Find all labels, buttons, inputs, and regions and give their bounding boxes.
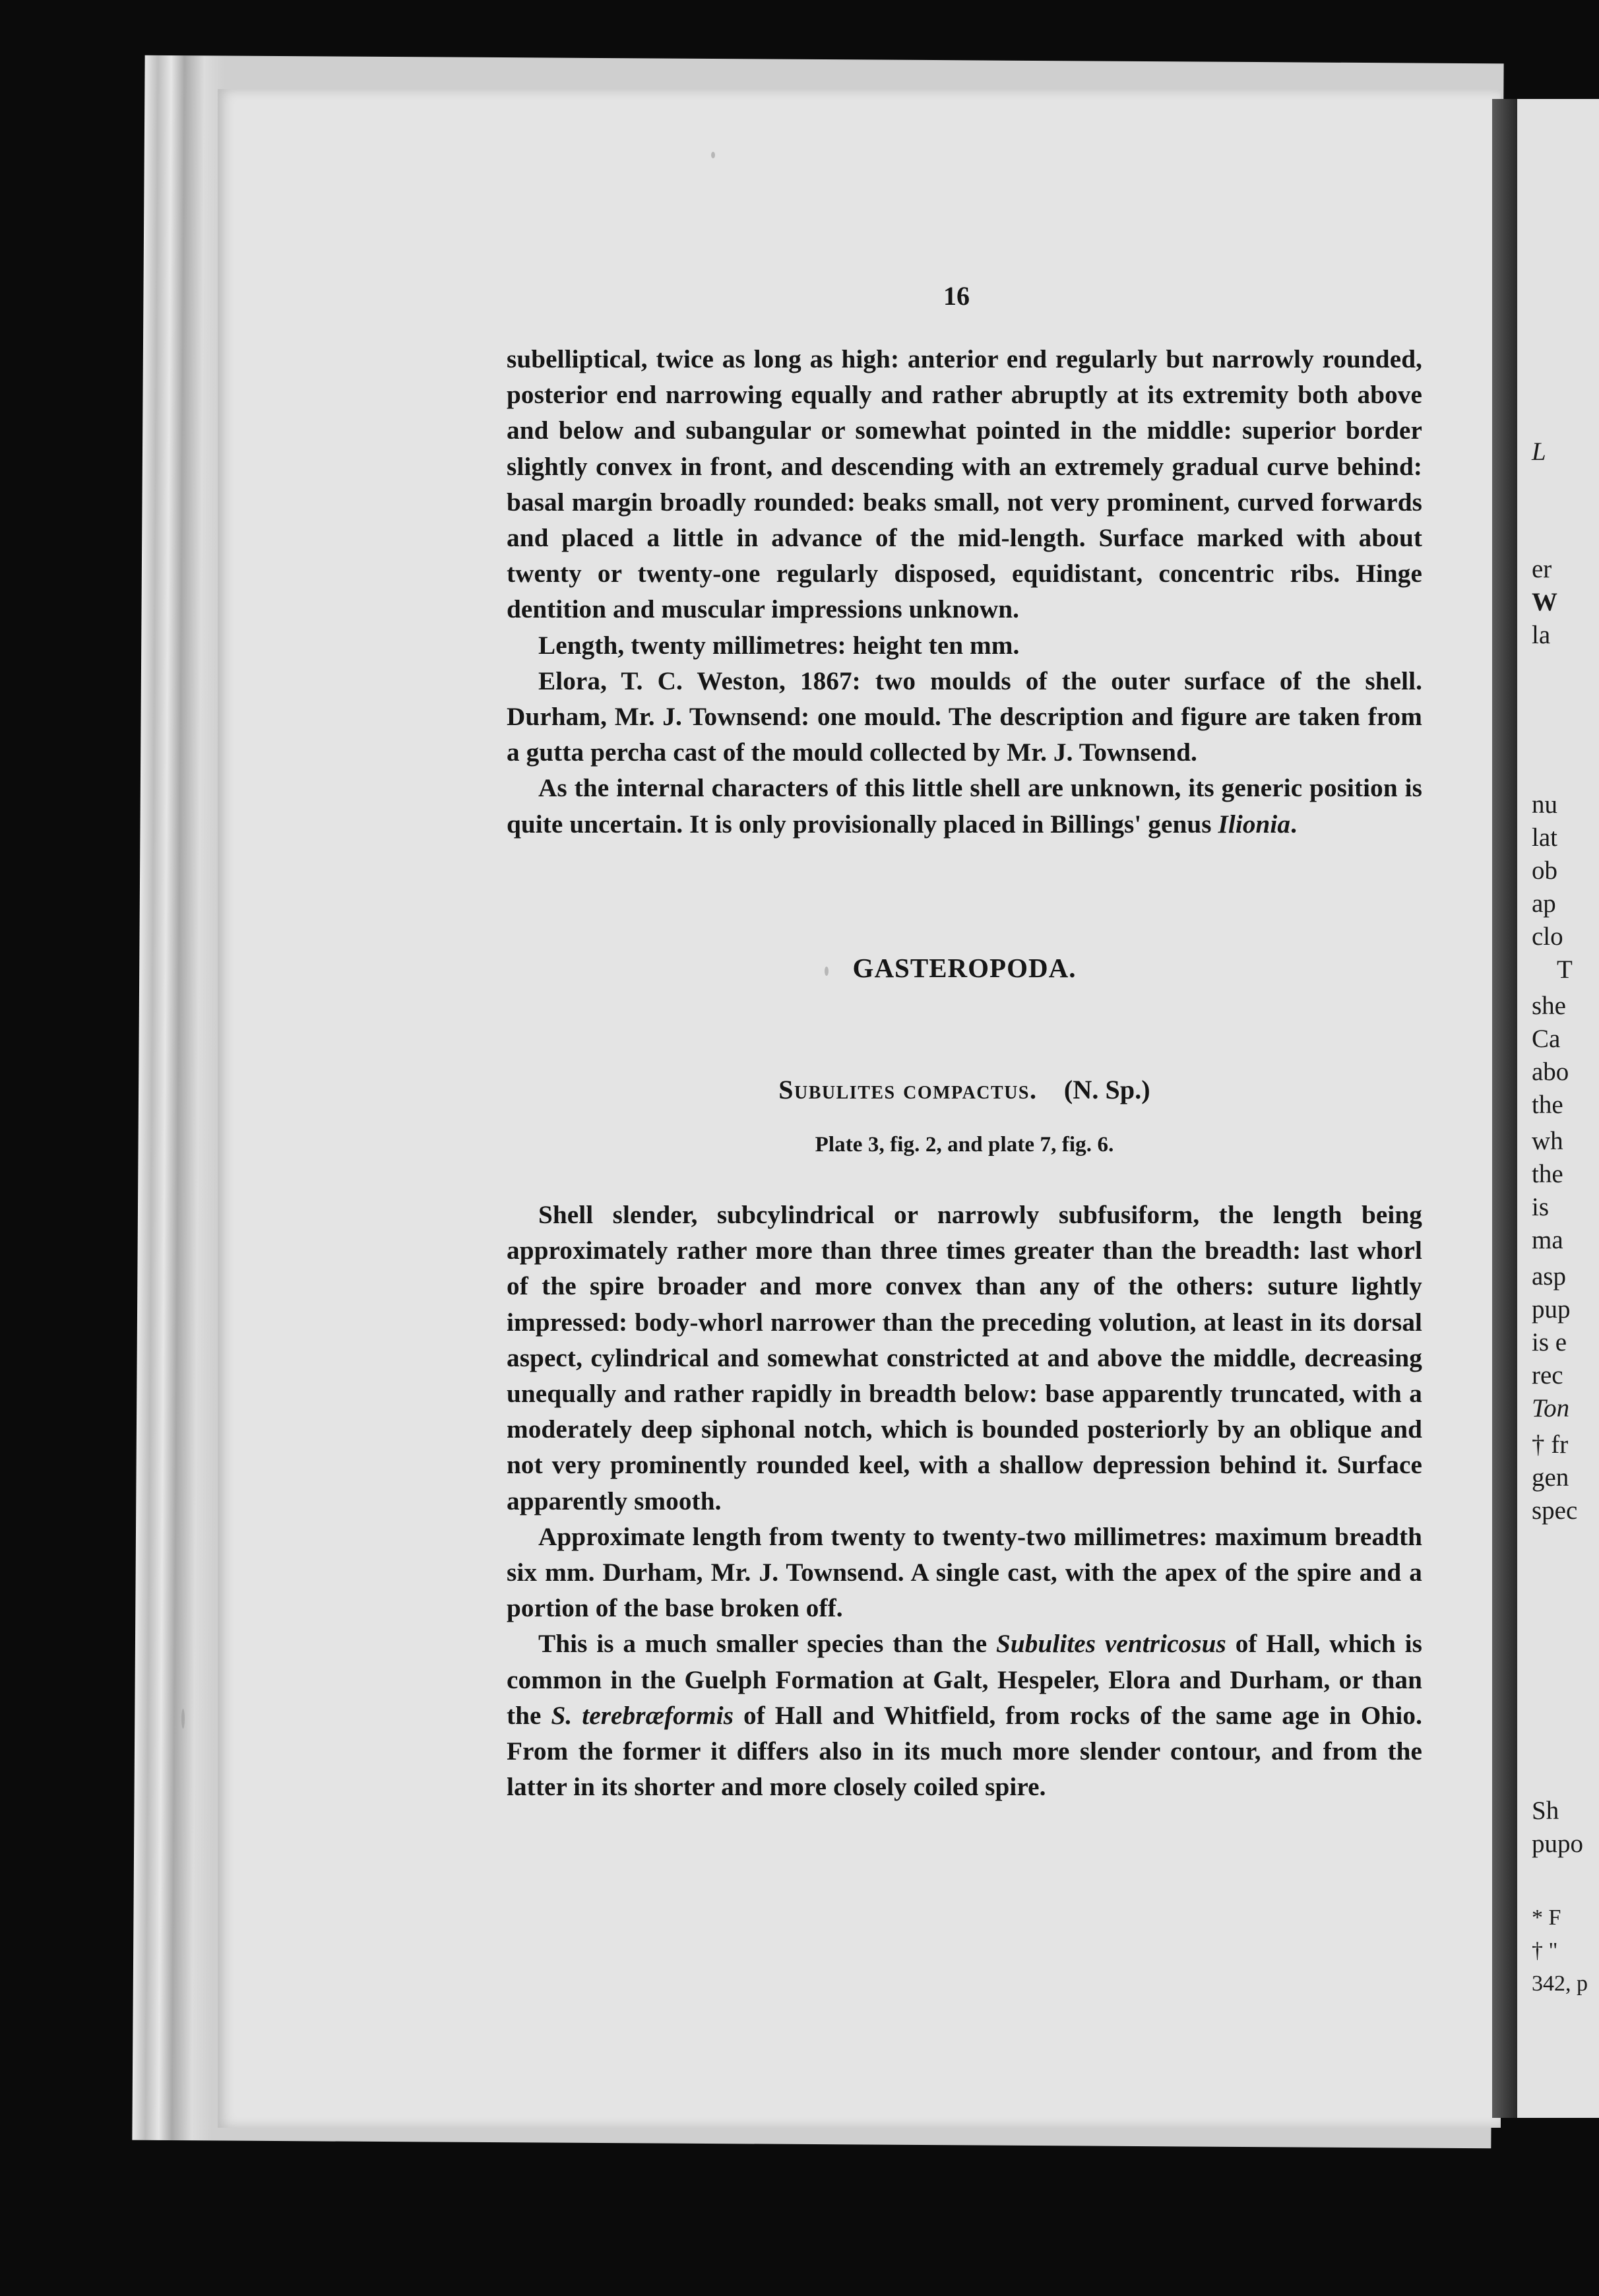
species-name: Subulites compactus.: [778, 1075, 1038, 1104]
species-ref: S. terebræformis: [551, 1701, 734, 1730]
text-span: .: [1290, 810, 1298, 839]
next-page-fragment: spec: [1532, 1496, 1578, 1525]
next-page-fragment: wh: [1532, 1127, 1563, 1155]
paragraph-generic-position: [507, 771, 1422, 842]
next-page-fragment: nu: [1532, 790, 1557, 819]
next-page-fragment: ap: [1532, 889, 1556, 918]
scan-speck: [711, 152, 715, 158]
next-page-fragment: la: [1532, 621, 1551, 649]
next-page-fragment: asp: [1532, 1262, 1566, 1291]
text-span: This is a much smaller species than the: [538, 1630, 996, 1659]
next-page-fragment: abo: [1532, 1058, 1569, 1086]
next-page-fragment: ob: [1532, 856, 1557, 885]
next-page-fragment: L: [1532, 437, 1546, 466]
next-page-fragment: the: [1532, 1160, 1563, 1188]
next-page: [1517, 99, 1599, 2118]
paragraph-description-continued: subelliptical, twice as long as high: anterior end regularly but narrowly rounded, posterior end narrowing equally and rather abruptly at its extremity both above and below and subangular or somewhat pointed in the middle: superior border slightly convex in front, and descending with an extremely gradual curve behind: basal margin broadly rounded: beaks small, not very prominent, curved forwards and placed a little in advance of the mid-length. Surface marked with about twenty or twenty-one regularly disposed, equidistant, concentric ribs. Hinge dentition and muscular impressions unknown.: [507, 345, 1422, 624]
scan-speck: [181, 1709, 185, 1729]
next-page-fragment: gen: [1532, 1463, 1569, 1492]
next-page-fragment: rec: [1532, 1361, 1563, 1389]
scan-speck: [825, 967, 829, 976]
paragraph-comparison: [507, 1626, 1422, 1805]
paragraph-dimensions: Length, twenty millimetres: height ten mm.: [538, 631, 1020, 660]
next-page-fragment: is e: [1532, 1328, 1567, 1356]
next-page-fragment: pup: [1532, 1295, 1571, 1323]
next-page-fragment: T: [1557, 955, 1573, 984]
plate-reference: Plate 3, fig. 2, and plate 7, fig. 6.: [815, 1133, 1114, 1157]
next-page-fragment: Ca: [1532, 1025, 1561, 1053]
next-page-fragment: † ": [1532, 1938, 1558, 1963]
next-page-fragment: lat: [1532, 823, 1557, 852]
next-page-fragment: Sh: [1532, 1797, 1559, 1825]
next-page-fragment: W: [1532, 588, 1557, 616]
text-span: of Hall and Whitfield, from rocks of the same age in Ohio. From the former it differs also in its much more slender contour, and from the latter in its shorter and more closely coiled spire.: [507, 1701, 1422, 1802]
next-page-fragment: er: [1532, 555, 1552, 583]
next-page-fragment: pupo: [1532, 1830, 1583, 1858]
next-page-fragment: 342, p: [1532, 1971, 1588, 1996]
paragraph-measurements: Approximate length from twenty to twenty-two millimetres: maximum breadth six mm. Durham, Mr. J. Townsend. A single cast, with the apex of the spire and a portion of the base broken off.: [507, 1522, 1422, 1623]
next-page-fragment: is: [1532, 1193, 1550, 1221]
section-title: GASTEROPODA.: [852, 953, 1077, 983]
next-page-fragment: ma: [1532, 1226, 1563, 1254]
text-block-bottom: [507, 1197, 1422, 1805]
text-block-top: [507, 342, 1422, 843]
next-page-fragment: * F: [1532, 1905, 1561, 1930]
paragraph-localities: Elora, T. C. Weston, 1867: two moulds of the outer surface of the shell. Durham, Mr. J. Townsend: one mould. The description and figure are taken from a gutta percha cast of the mould collected by Mr. J. Townsend.: [507, 666, 1422, 767]
species-ref: Subulites ventricosus: [995, 1630, 1226, 1659]
genus-name: Ilionia: [1218, 810, 1291, 839]
paragraph-shell-description: Shell slender, subcylindrical or narrowly subfusiform, the length being approximately rather more than three times greater than the breadth: last whorl of the spire broader and more convex than any of the others: suture lightly impressed: body-whorl narrower than the preceding volution, at least in its dorsal aspect, cylindrical and somewhat constricted at and above the middle, decreasing unequally and rather rapidly in breadth below: base apparently truncated, with a moderately deep siphonal notch, which is bounded posteriorly by an oblique and not very prominently rounded keel, with a shallow depression behind it. Surface apparently smooth.: [507, 1201, 1422, 1515]
text-span: of Hall, which is common in the Guelph Formation at Galt, Hespeler, Elora and Durham, or than the: [507, 1630, 1422, 1730]
species-heading: [507, 1072, 1422, 1108]
next-page-fragment: Ton: [1532, 1394, 1570, 1422]
next-page-fragment: the: [1532, 1091, 1563, 1119]
next-page-fragment: clo: [1532, 922, 1563, 951]
next-page-fragment: † fr: [1532, 1430, 1569, 1459]
next-page-fragment: she: [1532, 992, 1566, 1020]
page-number: 16: [943, 281, 970, 311]
species-status: (N. Sp.): [1063, 1075, 1150, 1104]
text-span: As the internal characters of this little shell are unknown, its generic position is quite uncertain. It is only provisionally placed in Billings' genus: [507, 774, 1422, 839]
